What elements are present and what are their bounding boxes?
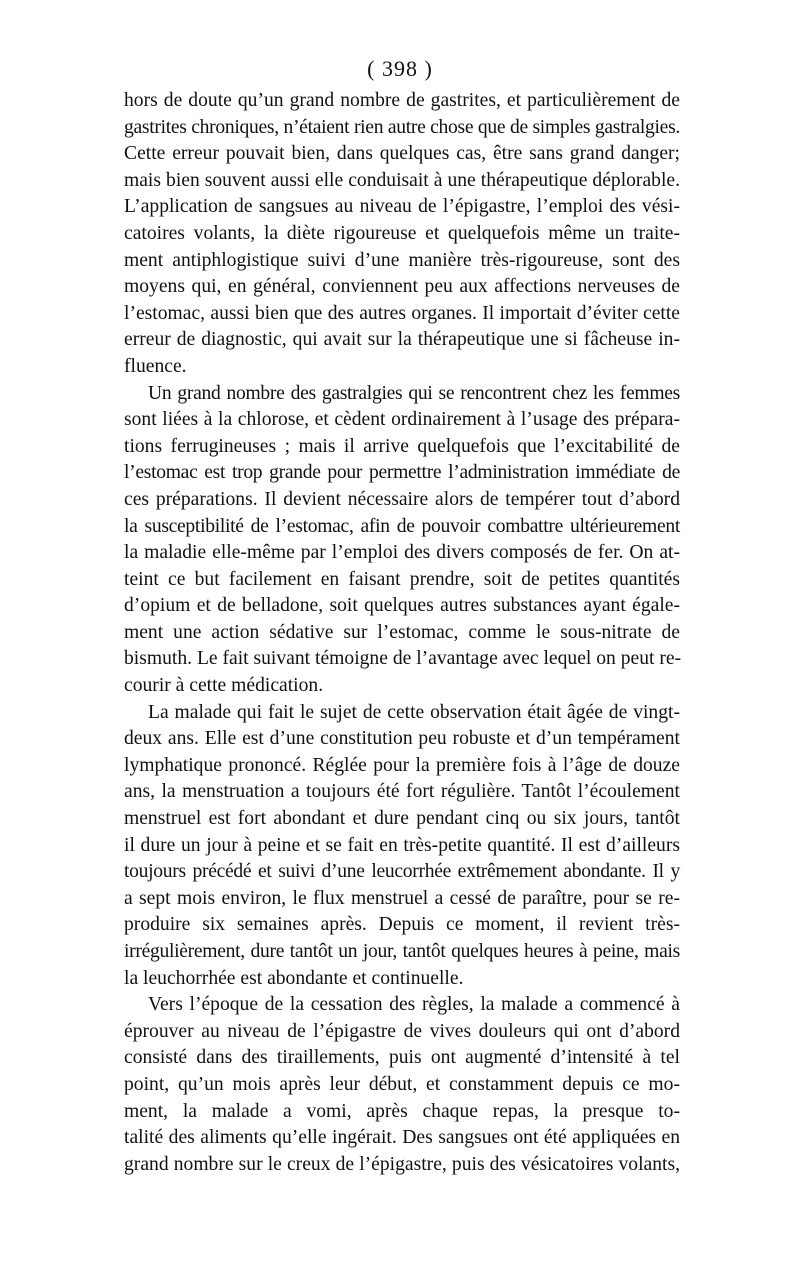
text-line: la maladie elle-même par l’emploi des divers composés de fer. On at- <box>124 542 680 564</box>
text-line: d’opium et de belladone, soit quelques autres substances ayant égale- <box>124 595 680 617</box>
text-line: talité des aliments qu’elle ingérait. Des sangsues ont été appliquées en <box>124 1127 680 1149</box>
text-line: irrégulièrement, dure tantôt un jour, tantôt quelques heures à peine, mais <box>124 941 680 962</box>
body-text <box>124 88 680 1178</box>
text-line: Cette erreur pouvait bien, dans quelques cas, être sans grand danger; <box>124 143 680 165</box>
text-line: il dure un jour à peine et se fait en très-petite quantité. Il est d’ailleurs <box>124 834 680 856</box>
text-line: ment antiphlogistique suivi d’une manière très-rigoureuse, sont des <box>124 249 680 271</box>
text-line: éprouver au niveau de l’épigastre de vives douleurs qui ont d’abord <box>124 1020 680 1042</box>
text-line: grand nombre sur le creux de l’épigastre, puis des vésicatoires volants, <box>124 1153 680 1175</box>
text-line: mais bien souvent aussi elle conduisait à une thérapeutique déplorable. <box>124 169 680 191</box>
text-line: l’estomac est trop grande pour permettre l’administration immédiate de <box>124 462 680 484</box>
text-line: gastrites chroniques, n’étaient rien autre chose que de simples gastralgies. <box>124 116 680 138</box>
text-line: deux ans. Elle est d’une constitution peu robuste et d’un tempérament <box>124 728 680 750</box>
text-line: catoires volants, la diète rigoureuse et quelquefois même un traite- <box>124 222 680 244</box>
text-line: a sept mois environ, le flux menstruel a cessé de paraître, pour se re- <box>124 887 680 909</box>
text-line: consisté dans des tiraillements, puis ont augmenté d’intensité à tel <box>124 1047 680 1069</box>
text-line: ment, la malade a vomi, après chaque repas, la presque to- <box>124 1100 680 1122</box>
page-number: ( 398 ) <box>367 56 433 81</box>
text-line: hors de doute qu’un grand nombre de gastrites, et particulièrement de <box>124 90 680 111</box>
text-line: tions ferrugineuses ; mais il arrive quelquefois que l’excitabilité de <box>124 435 680 457</box>
text-line: sont liées à la chlorose, et cèdent ordinairement à l’usage des prépara- <box>124 409 680 431</box>
text-line: toujours précédé et suivi d’une leucorrhée extrêmement abondante. Il y <box>124 861 680 883</box>
text-line: point, qu’un mois après leur début, et constamment depuis ce mo- <box>124 1073 680 1095</box>
text-line: Vers l’époque de la cessation des règles, la malade a commencé à <box>148 994 680 1016</box>
text-line: erreur de diagnostic, qui avait sur la thérapeutique une si fâcheuse in- <box>124 329 680 351</box>
text-line: L’application de sangsues au niveau de l’épigastre, l’emploi des vési- <box>124 196 680 218</box>
text-line: fluence. <box>124 355 187 377</box>
text-line: l’estomac, aussi bien que des autres organes. Il importait d’éviter cette <box>124 302 680 324</box>
text-line: courir à cette médication. <box>124 675 324 697</box>
text-line: Un grand nombre des gastralgies qui se rencontrent chez les femmes <box>148 382 680 404</box>
text-line: ment une action sédative sur l’estomac, comme le sous-nitrate de <box>124 621 680 643</box>
text-line: menstruel est fort abondant et dure pendant cinq ou six jours, tantôt <box>124 808 680 830</box>
text-line: lymphatique prononcé. Réglée pour la première fois à l’âge de douze <box>124 754 680 776</box>
text-line: La malade qui fait le sujet de cette observation était âgée de vingt- <box>148 701 680 723</box>
text-line: bismuth. Le fait suivant témoigne de l’avantage avec lequel on peut re- <box>124 648 682 670</box>
text-line: teint ce but facilement en faisant prendre, soit de petites quantités <box>124 568 680 590</box>
text-line: ans, la menstruation a toujours été fort régulière. Tantôt l’écoulement <box>124 781 680 803</box>
text-line: ces préparations. Il devient nécessaire alors de tempérer tout d’abord <box>124 488 680 510</box>
text-line: la leuchorrhée est abondante et continuelle. <box>124 967 464 989</box>
text-line: moyens qui, en général, conviennent peu aux affections nerveuses de <box>124 276 680 298</box>
text-line: la susceptibilité de l’estomac, afin de pouvoir combattre ultérieurement <box>124 515 680 537</box>
text-line: produire six semaines après. Depuis ce moment, il revient très- <box>124 914 680 936</box>
